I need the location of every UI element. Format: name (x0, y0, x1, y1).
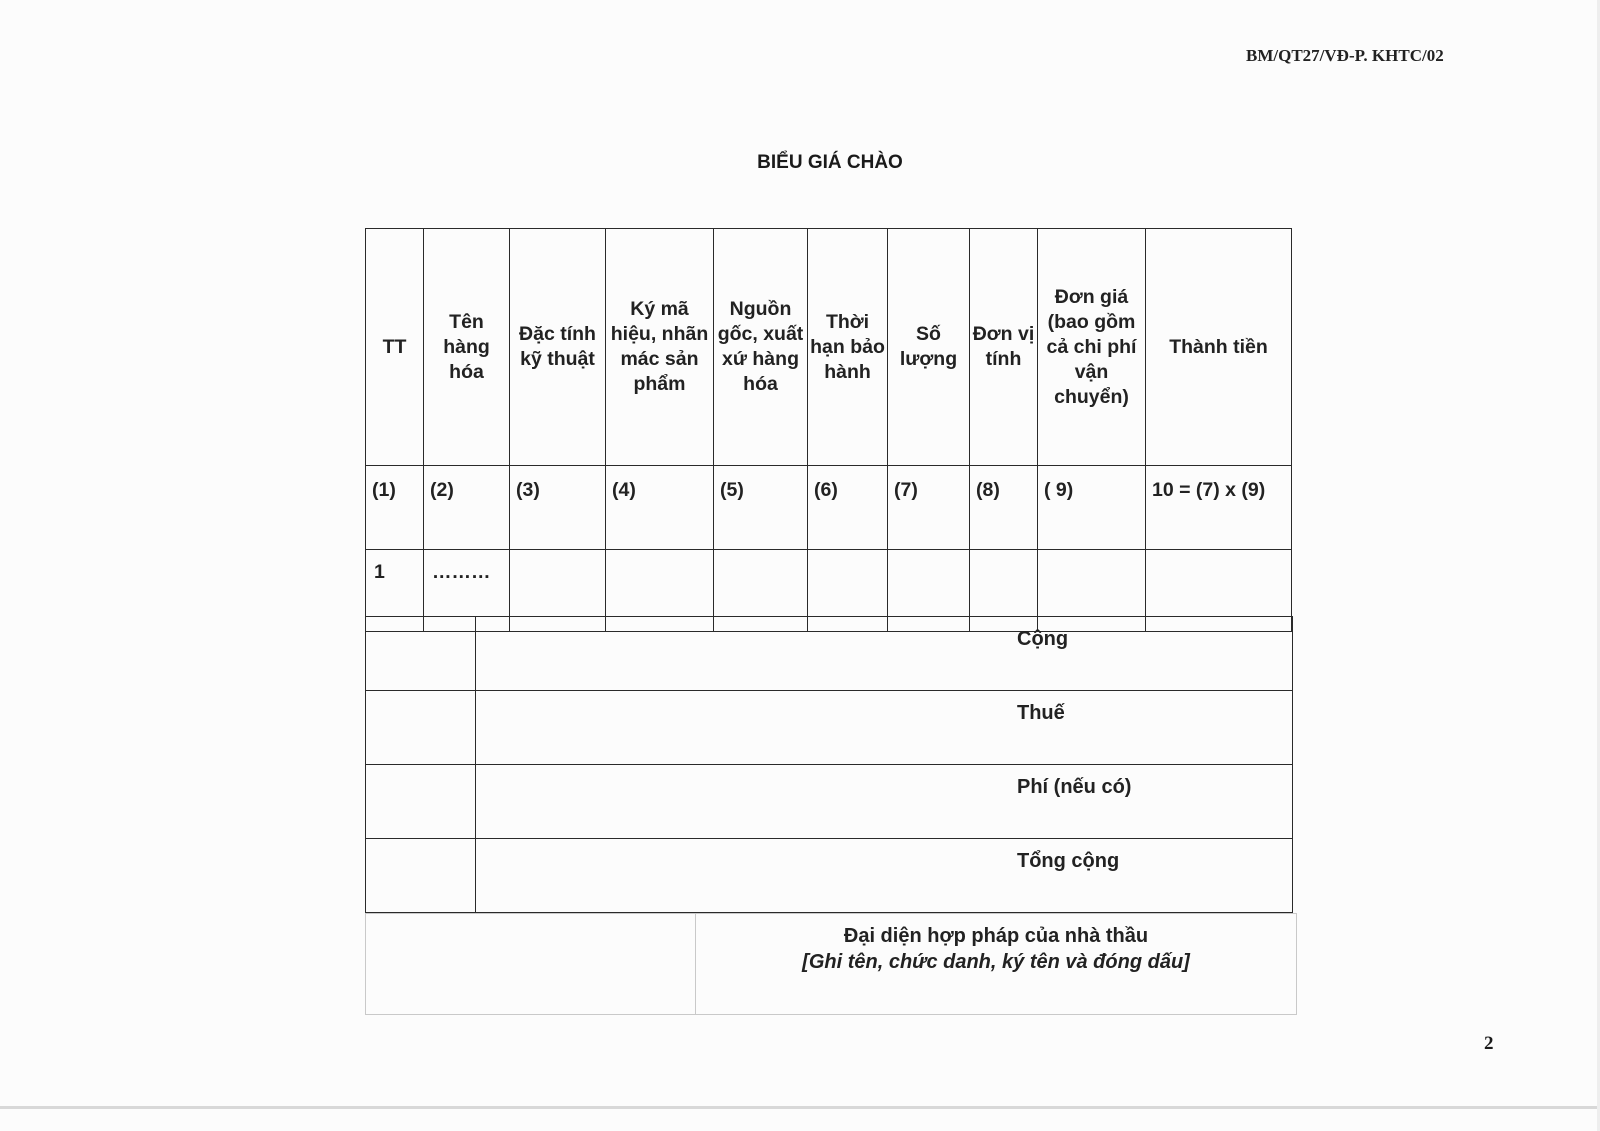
header-cell-quantity: Số lượng (888, 229, 970, 466)
column-number-cell: (1) (366, 466, 424, 550)
signature-title: Đại diện hợp pháp của nhà thầu (843, 925, 1149, 947)
totals-row-sum (366, 617, 1293, 691)
column-number-cell: (3) (510, 466, 606, 550)
totals-empty-cell (366, 765, 476, 839)
column-number-cell: (4) (606, 466, 714, 550)
price-quote-table (365, 228, 1292, 632)
header-row (366, 229, 1292, 466)
signature-empty-cell (366, 914, 696, 1015)
totals-cell (476, 617, 1293, 691)
header-cell-amount: Thành tiền (1146, 229, 1292, 466)
header-cell-unit-price: Đơn giá (bao gồm cả chi phí vận chuyển) (1038, 229, 1146, 466)
column-number-cell: (7) (888, 466, 970, 550)
column-number-cell: (8) (970, 466, 1038, 550)
totals-cell (476, 691, 1293, 765)
signature-note: [Ghi tên, chức danh, ký tên và đóng dấu] (802, 951, 1190, 973)
header-cell-warranty: Thời hạn bảo hành (808, 229, 888, 466)
totals-empty-cell (366, 691, 476, 765)
scan-edge-line (0, 1106, 1600, 1109)
column-number-cell: 10 = (7) x (9) (1146, 466, 1292, 550)
header-cell-tt: TT (366, 229, 424, 466)
column-number-row (366, 466, 1292, 550)
column-number-cell: ( 9) (1038, 466, 1146, 550)
totals-row-grand-total (366, 839, 1293, 913)
header-cell-unit: Đơn vị tính (970, 229, 1038, 466)
signature-table (365, 913, 1297, 1015)
signature-cell (696, 914, 1297, 1015)
form-code: BM/QT27/VĐ-P. KHTC/02 (1246, 46, 1444, 65)
column-number-cell: (6) (808, 466, 888, 550)
signature-row (366, 914, 1297, 1015)
document-title: BIỂU GIÁ CHÀO (757, 152, 903, 173)
totals-label-fee: Phí (nếu có) (1017, 776, 1132, 798)
row-cell-index: 1 (366, 550, 424, 632)
header-cell-origin: Nguồn gốc, xuất xứ hàng hóa (714, 229, 808, 466)
totals-empty-cell (366, 839, 476, 913)
totals-label-sum: Cộng (1017, 628, 1069, 650)
header-cell-model: Ký mã hiệu, nhãn mác sản phẩm (606, 229, 714, 466)
page-number: 2 (1484, 1033, 1494, 1054)
header-cell-specs: Đặc tính kỹ thuật (510, 229, 606, 466)
totals-empty-cell (366, 617, 476, 691)
column-number-cell: (2) (424, 466, 510, 550)
totals-row-tax (366, 691, 1293, 765)
column-number-cell: (5) (714, 466, 808, 550)
totals-table (365, 616, 1293, 913)
totals-label-grand-total: Tổng cộng (1017, 850, 1120, 872)
header-cell-goods-name: Tên hàng hóa (424, 229, 510, 466)
totals-row-fee (366, 765, 1293, 839)
totals-label-tax: Thuế (1017, 702, 1065, 724)
row-cell-goods-name: ……… (424, 550, 510, 632)
totals-cell (476, 839, 1293, 913)
totals-cell (476, 765, 1293, 839)
